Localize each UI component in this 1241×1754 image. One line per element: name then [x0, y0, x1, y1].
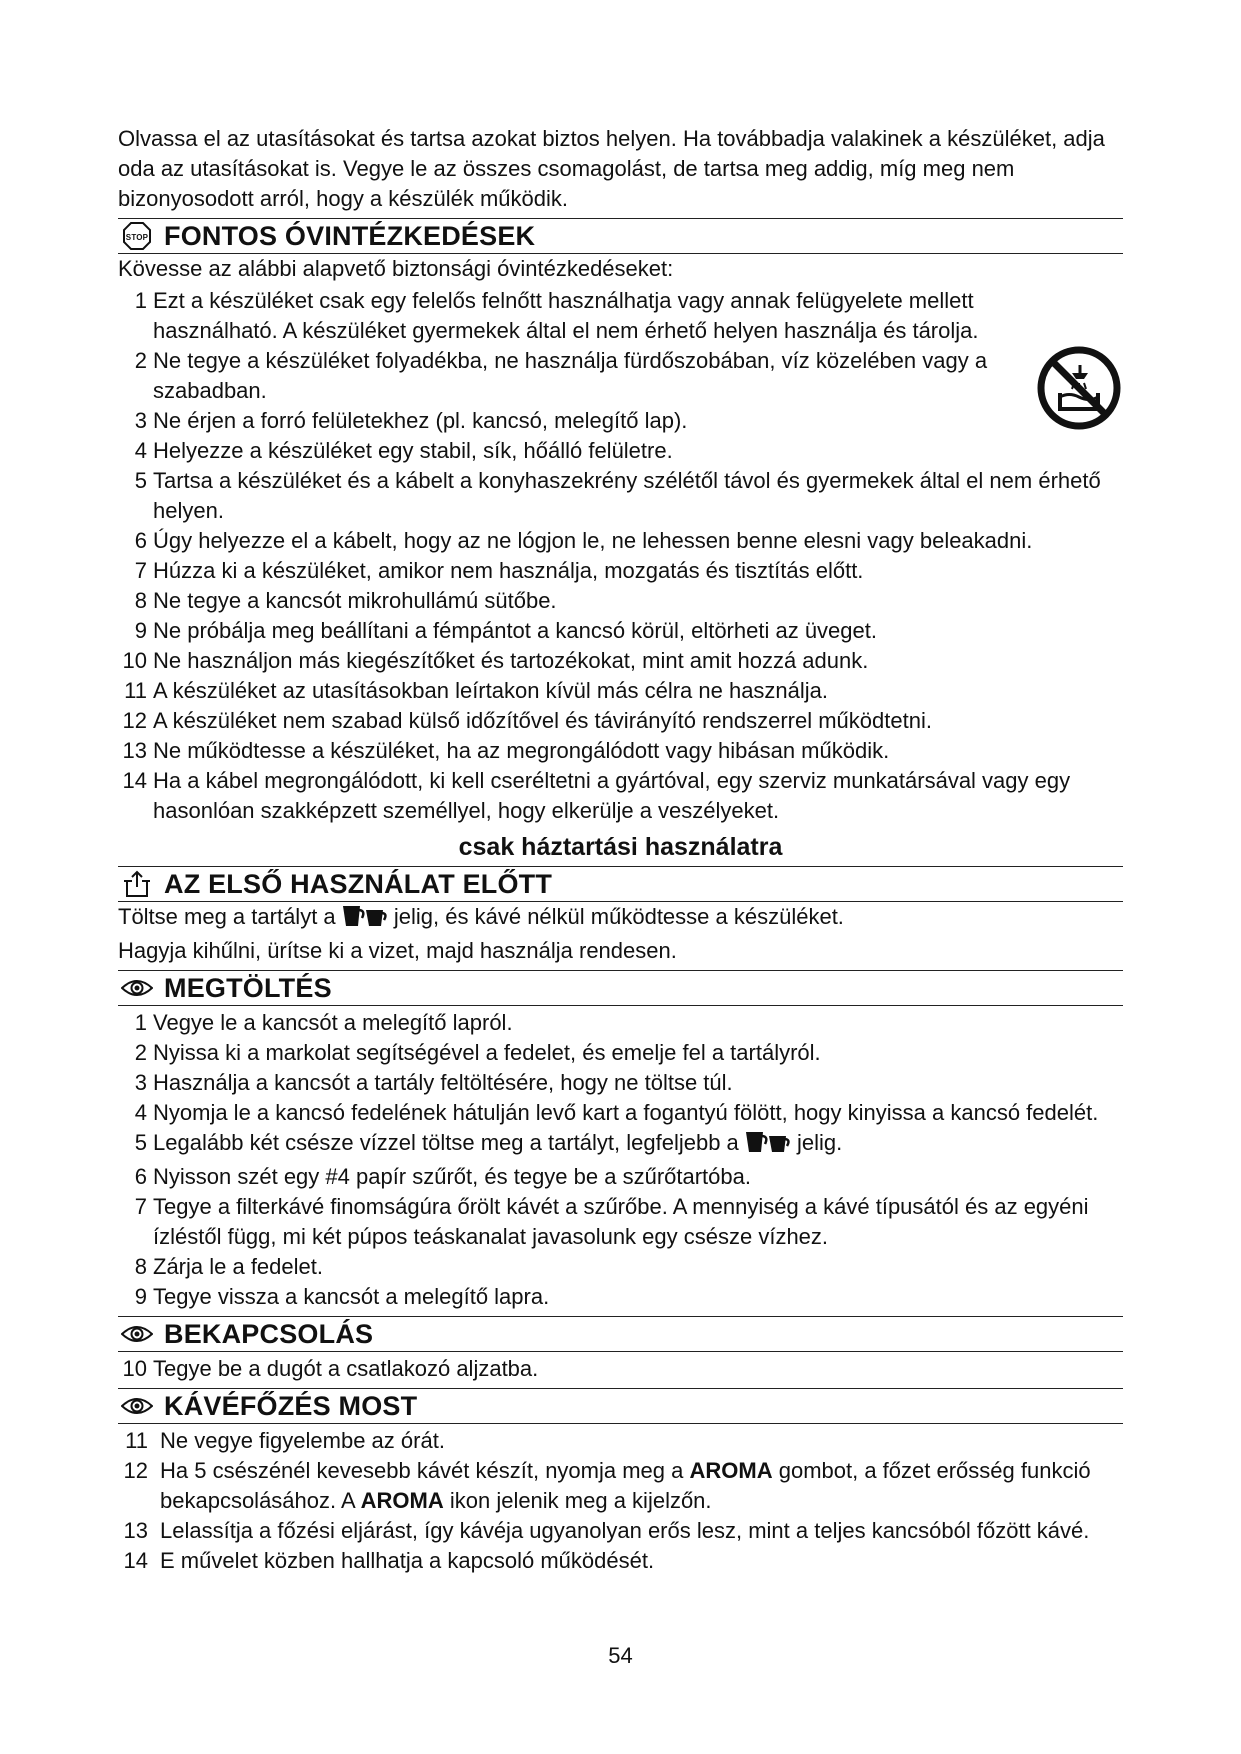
- item-number: 6: [134, 1164, 147, 1189]
- safety-list: [118, 286, 1123, 826]
- eye-icon: [120, 1391, 154, 1421]
- first-use-text-before: Töltse meg a tartályt a: [118, 904, 336, 929]
- item-text: Ne próbálja meg beállítani a fémpántot a kancsó körül, eltörheti az üveget.: [153, 618, 877, 643]
- item-text-before: Legalább két csésze vízzel töltse meg a tartályt, legfeljebb a: [153, 1130, 739, 1155]
- eye-icon: [120, 1319, 154, 1349]
- intro-paragraph: Olvassa el az utasításokat és tartsa azokat biztos helyen. Ha továbbadja valakinek a készüléket, adja oda az utasításokat is. Vegye le az összes csomagolást, de tartsa meg addig, míg meg nem bizonyosodott arról, hogy a készülék működik.: [118, 126, 1105, 211]
- cups-mark-icon: [342, 904, 388, 936]
- list-item: [118, 706, 1123, 736]
- list-item: [118, 1426, 1123, 1456]
- item-text: Lelassítja a főzési eljárást, így kávéja ugyanolyan erős lesz, mint a teljes kancsóból főzött kávé.: [160, 1518, 1090, 1543]
- brew-list: [118, 1426, 1123, 1576]
- item-text: Ne vegye figyelembe az órát.: [160, 1428, 445, 1453]
- item-text-after: jelig.: [797, 1130, 843, 1155]
- item-text: Használja a kancsót a tartály feltöltésére, hogy ne töltse túl.: [153, 1070, 733, 1095]
- list-item: [118, 1282, 1123, 1312]
- item-text: Vegye le a kancsót a melegítő lapról.: [153, 1010, 513, 1035]
- list-item: [118, 586, 1123, 616]
- item-number: 8: [134, 588, 147, 613]
- item-number: 13: [123, 1518, 148, 1543]
- filling-list: [118, 1008, 1123, 1312]
- list-item: [118, 736, 1123, 766]
- list-item: [118, 436, 1123, 466]
- item-number: 1: [134, 1010, 147, 1035]
- section-title-switch-on: BEKAPCSOLÁS: [164, 1319, 374, 1349]
- item-text: Nyomja le a kancsó fedelének hátulján levő kart a fogantyú fölött, hogy kinyissa a kancsó fedelét.: [153, 1100, 1099, 1125]
- list-item: [118, 466, 1123, 526]
- list-item: [118, 1516, 1123, 1546]
- section-header-safety: [118, 218, 1123, 254]
- item-number: 5: [134, 1130, 147, 1155]
- first-use-text-after: jelig, és kávé nélkül működtesse a készüléket.: [393, 904, 844, 929]
- item-text: Tartsa a készüléket és a kábelt a konyhaszekrény szélétől távol és gyermekek által el nem érhető helyen.: [153, 468, 1101, 523]
- list-item: [118, 1128, 1123, 1162]
- item-number: 11: [124, 678, 147, 703]
- item-text: [160, 1456, 1123, 1516]
- item-number: 11: [125, 1428, 148, 1453]
- cups-mark-icon: [745, 1130, 791, 1162]
- list-item: [118, 286, 1123, 346]
- first-use-line-2: Hagyja kihűlni, ürítse ki a vizet, majd használja rendesen.: [118, 938, 677, 963]
- item-number: 1: [134, 288, 147, 313]
- list-item: [118, 1008, 1123, 1038]
- item-text: Zárja le a fedelet.: [153, 1254, 323, 1279]
- stop-icon: [120, 221, 154, 251]
- section-title-filling: MEGTÖLTÉS: [164, 973, 332, 1003]
- aroma-keyword: AROMA: [689, 1458, 773, 1483]
- item-text: Ne működtesse a készüléket, ha az megrongálódott vagy hibásan működik.: [153, 738, 890, 763]
- first-use-line-1: [118, 902, 1123, 936]
- item-text: Helyezze a készüléket egy stabil, sík, hőálló felületre.: [153, 438, 673, 463]
- item-text: [153, 1128, 1123, 1162]
- item-text: E művelet közben hallhatja a kapcsoló működését.: [160, 1548, 655, 1573]
- list-item: [118, 1038, 1123, 1068]
- item-text: Ezt a készüléket csak egy felelős felnőtt használhatja vagy annak felügyelete mellett használható. A készüléket gyermekek által el nem érhető helyen használja és tárolja.: [153, 288, 979, 343]
- list-item: [118, 1162, 1123, 1192]
- item-number: 13: [122, 738, 147, 763]
- eye-icon: [120, 973, 154, 1003]
- item-text: Ne használjon más kiegészítőket és tartozékokat, mint amit hozzá adunk.: [153, 648, 869, 673]
- item-text: Húzza ki a készüléket, amikor nem használja, mozgatás és tisztítás előtt.: [153, 558, 864, 583]
- item-number: 4: [134, 438, 147, 463]
- item-text: Nyisson szét egy #4 papír szűrőt, és tegye be a szűrőtartóba.: [153, 1164, 751, 1189]
- item-number: 14: [123, 1548, 148, 1573]
- item-number: 8: [134, 1254, 147, 1279]
- item-number: 9: [134, 1284, 147, 1309]
- aroma-keyword: AROMA: [360, 1488, 444, 1513]
- item-number: 9: [134, 618, 147, 643]
- item-number: 5: [134, 468, 147, 493]
- section-header-switch-on: [118, 1316, 1123, 1352]
- list-item: [118, 1068, 1123, 1098]
- section-header-brew: [118, 1388, 1123, 1424]
- list-item: [118, 406, 1123, 436]
- item-number: 4: [134, 1100, 147, 1125]
- item-number: 7: [134, 558, 147, 583]
- unpack-icon: [120, 869, 154, 899]
- list-item: [118, 1456, 1123, 1516]
- item-number: 7: [134, 1194, 147, 1219]
- list-item: [118, 1098, 1123, 1128]
- manual-page: [118, 124, 1123, 1576]
- item-text: Ne tegye a kancsót mikrohullámú sütőbe.: [153, 588, 557, 613]
- household-use-note: csak háztartási használatra: [458, 833, 783, 861]
- switch-on-list: [118, 1354, 1123, 1384]
- list-item: [118, 1192, 1123, 1252]
- section-header-first-use: [118, 866, 1123, 902]
- item-number: 10: [122, 1356, 147, 1381]
- item-text: Tegye vissza a kancsót a melegítő lapra.: [153, 1284, 550, 1309]
- page-number: 54: [608, 1643, 633, 1668]
- item-text: Nyissa ki a markolat segítségével a fedelet, és emelje fel a tartályról.: [153, 1040, 821, 1065]
- list-item: [118, 616, 1123, 646]
- list-item: [118, 1546, 1123, 1576]
- item-text-part: gombot, a főzet erősség funkció bekapcsolásához. A: [160, 1458, 1091, 1513]
- item-text-part: ikon jelenik meg a kijelzőn.: [449, 1488, 712, 1513]
- section-title-brew: KÁVÉFŐZÉS MOST: [164, 1391, 418, 1421]
- list-item: [118, 1252, 1123, 1282]
- list-item: [118, 646, 1123, 676]
- list-item: [118, 676, 1123, 706]
- list-item: [118, 1354, 1123, 1384]
- item-text-part: Ha 5 csészénél kevesebb kávét készít, nyomja meg a: [160, 1458, 684, 1483]
- item-number: 10: [122, 648, 147, 673]
- item-text: Úgy helyezze el a kábelt, hogy az ne lógjon le, ne lehessen benne elesni vagy beleakadni.: [153, 528, 1033, 553]
- section-title-first-use: AZ ELSŐ HASZNÁLAT ELŐTT: [164, 869, 553, 899]
- item-text: Tegye be a dugót a csatlakozó aljzatba.: [153, 1356, 539, 1381]
- item-text: Tegye a filterkávé finomságúra őrölt kávét a szűrőbe. A mennyiség a kávé típusától és az egyéni ízléstől függ, mi két púpos teáskanalat javasolunk egy csésze vízhez.: [153, 1194, 1089, 1249]
- list-item: [118, 556, 1123, 586]
- item-text: A készüléket az utasításokban leírtakon kívül más célra ne használja.: [153, 678, 829, 703]
- item-text: Ha a kábel megrongálódott, ki kell cseréltetni a gyártóval, egy szerviz munkatársával vagy egy hasonlóan szakképzett személlyel, hogy elkerülje a veszélyeket.: [153, 768, 1071, 823]
- section-header-filling: [118, 970, 1123, 1006]
- item-number: 3: [134, 408, 147, 433]
- item-number: 12: [123, 1458, 148, 1483]
- item-number: 12: [122, 708, 147, 733]
- safety-lead: Kövesse az alábbi alapvető biztonsági óvintézkedéseket:: [118, 256, 674, 281]
- item-text: Ne tegye a készüléket folyadékba, ne használja fürdőszobában, víz közelében vagy a szabadban.: [153, 348, 988, 403]
- item-number: 14: [122, 768, 147, 793]
- item-text: Ne érjen a forró felületekhez (pl. kancsó, melegítő lap).: [153, 408, 688, 433]
- no-water-icon: [1036, 345, 1122, 436]
- item-number: 2: [134, 1040, 147, 1065]
- item-text: A készüléket nem szabad külső időzítővel és távirányító rendszerrel működtetni.: [153, 708, 932, 733]
- svg-text:STOP: STOP: [125, 233, 149, 242]
- list-item: [118, 766, 1123, 826]
- section-title-safety: FONTOS ÓVINTÉZKEDÉSEK: [164, 221, 536, 251]
- item-number: 2: [134, 348, 147, 373]
- item-number: 3: [134, 1070, 147, 1095]
- list-item: [118, 526, 1123, 556]
- item-number: 6: [134, 528, 147, 553]
- list-item: [118, 346, 1123, 406]
